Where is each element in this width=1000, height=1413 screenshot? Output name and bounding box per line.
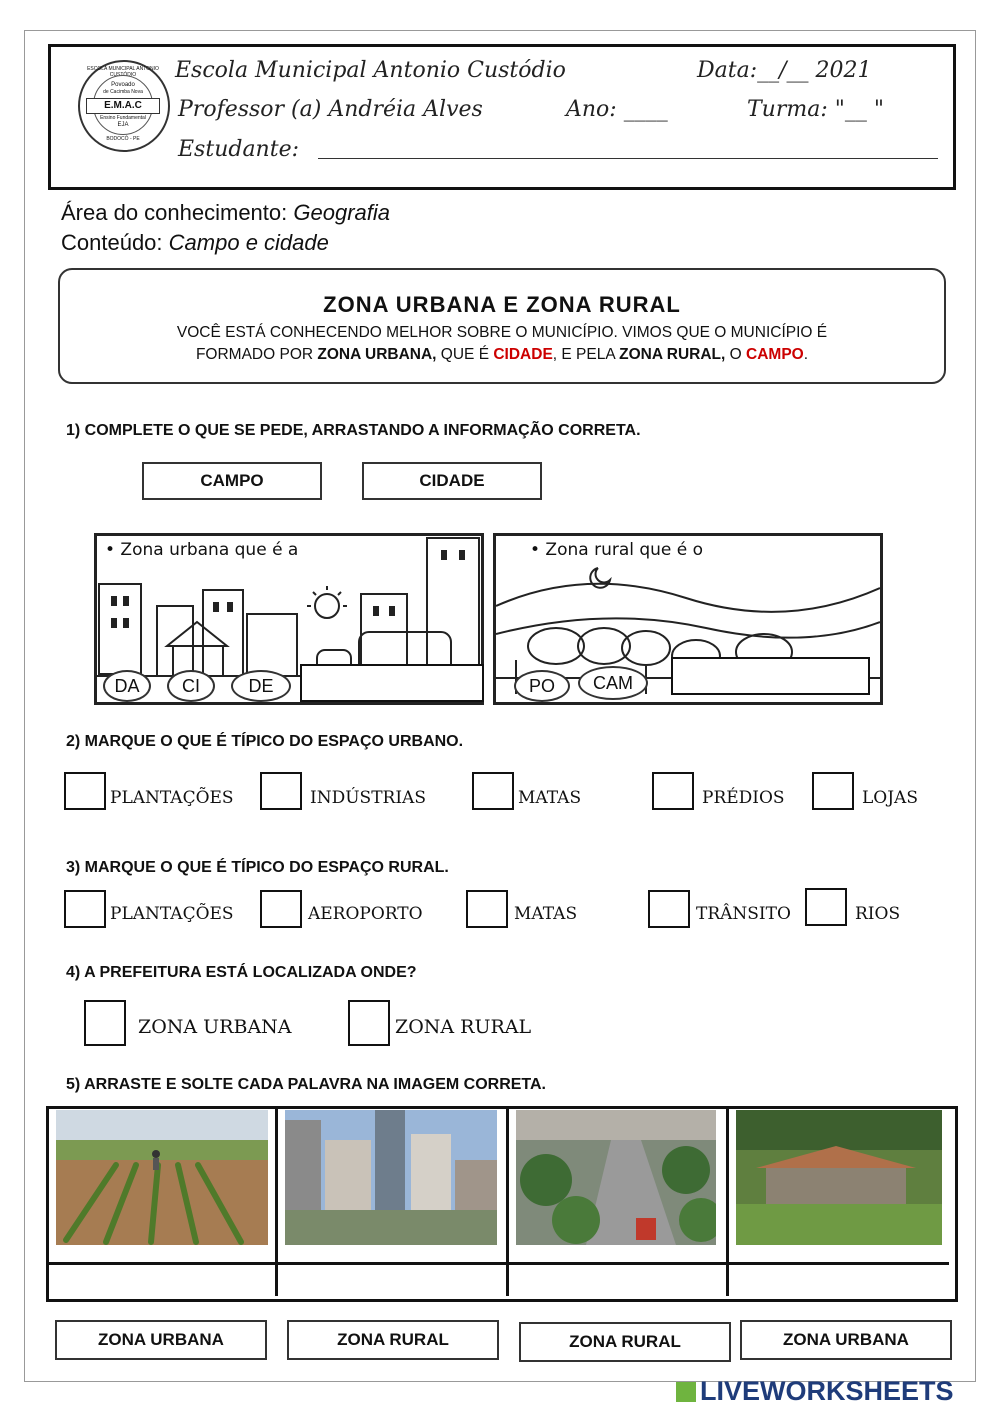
drag-chip-zona-urbana-1[interactable]: ZONA URBANA [55, 1320, 267, 1360]
option-zona-rural: ZONA RURAL [395, 1016, 532, 1038]
info-box [58, 268, 946, 384]
checkbox-rural-transito[interactable] [648, 890, 690, 928]
syllable-po: PO [514, 670, 570, 702]
content-line [61, 230, 329, 256]
photo-avenue [516, 1110, 716, 1245]
option-urban-predios: PRÉDIOS [702, 788, 785, 808]
checkbox-urban-industrias[interactable] [260, 772, 302, 810]
syllable-cam: CAM [578, 666, 648, 700]
info-line2: FORMADO POR ZONA URBANA, QUE É CIDADE, E PELA ZONA RURAL, O CAMPO. [195, 346, 809, 363]
drag-chip-cidade[interactable]: CIDADE [362, 462, 542, 500]
syllable-da: DA [103, 670, 151, 702]
checkbox-rural-rios[interactable] [805, 888, 847, 926]
option-rural-rios: RIOS [855, 904, 901, 924]
question-5: 5) ARRASTE E SOLTE CADA PALAVRA NA IMAGEM CORRETA. [66, 1076, 546, 1093]
seal-top-text: ESCOLA MUNICIPAL ANTONIO CUSTÓDIO [87, 66, 159, 78]
liveworksheets-brand: LIVEWORKSHEETS [700, 1376, 954, 1406]
checkbox-urban-lojas[interactable] [812, 772, 854, 810]
checkbox-rural-aeroporto[interactable] [260, 890, 302, 928]
seal-line2: de Cacimba Nova [103, 89, 143, 95]
student-name-line [318, 158, 938, 159]
school-name: Escola Municipal Antonio Custódio [175, 58, 566, 83]
drag-chip-zona-rural-2[interactable]: ZONA RURAL [519, 1322, 731, 1362]
answer-slot-rural[interactable] [671, 657, 870, 695]
checkbox-zona-urbana[interactable] [84, 1000, 126, 1046]
content-value: Campo e cidade [168, 230, 329, 255]
option-rural-matas: MATAS [514, 904, 578, 924]
question-4: 4) A PREFEITURA ESTÁ LOCALIZADA ONDE? [66, 964, 417, 981]
school-seal [78, 60, 170, 152]
photo-farmhouse [736, 1110, 942, 1245]
drop-zone-4[interactable] [732, 1266, 948, 1294]
photo-plantation [56, 1110, 268, 1245]
question-2: 2) MARQUE O QUE É TÍPICO DO ESPAÇO URBANO. [66, 733, 464, 750]
seal-bottom-text: BODOCÓ - PE [106, 136, 140, 142]
info-text [60, 322, 944, 366]
option-zona-urbana: ZONA URBANA [138, 1016, 292, 1038]
info-line1: VOCÊ ESTÁ CONHECENDO MELHOR SOBRE O MUNICÍPIO. VIMOS QUE O MUNICÍPIO É [176, 324, 828, 341]
checkbox-rural-matas[interactable] [466, 890, 508, 928]
content-label: Conteúdo: [61, 230, 163, 255]
drop-zone-2[interactable] [281, 1266, 503, 1294]
checkbox-urban-predios[interactable] [652, 772, 694, 810]
question-3: 3) MARQUE O QUE É TÍPICO DO ESPAÇO RURAL. [66, 859, 449, 876]
option-urban-matas: MATAS [518, 788, 582, 808]
option-urban-lojas: LOJAS [862, 788, 918, 808]
area-value: Geografia [293, 200, 391, 225]
drop-zone-3[interactable] [512, 1266, 723, 1294]
date-label: Data:__/__ 2021 [697, 58, 872, 83]
rural-caption: • Zona rural que é o [530, 540, 704, 560]
year-label: Ano: ____ [566, 97, 668, 122]
seal-line3: Ensino Fundamental [100, 115, 146, 121]
teacher-name: Professor (a) Andréia Alves [178, 97, 483, 122]
checkbox-urban-matas[interactable] [472, 772, 514, 810]
question-1: 1) COMPLETE O QUE SE PEDE, ARRASTANDO A INFORMAÇÃO CORRETA. [66, 422, 641, 439]
checkbox-urban-plantacoes[interactable] [64, 772, 106, 810]
info-title: ZONA URBANA E ZONA RURAL [323, 292, 681, 317]
area-line [61, 200, 390, 226]
syllable-ci: CI [167, 670, 215, 702]
seal-line1: Povoado [111, 82, 135, 88]
option-urban-industrias: INDÚSTRIAS [310, 788, 426, 808]
seal-line4: EJA [117, 122, 129, 128]
checkbox-rural-plantacoes[interactable] [64, 890, 106, 928]
photo-city-buildings [285, 1110, 497, 1245]
option-urban-plantacoes: PLANTAÇÕES [110, 788, 234, 808]
student-label: Estudante: [178, 137, 299, 162]
answer-slot-urban[interactable] [300, 664, 484, 702]
option-rural-plantacoes: PLANTAÇÕES [110, 904, 234, 924]
area-label: Área do conhecimento: [61, 200, 288, 225]
option-rural-aeroporto: AEROPORTO [308, 904, 423, 924]
liveworksheets-logo-icon [676, 1382, 696, 1402]
urban-caption: • Zona urbana que é a [105, 540, 299, 560]
option-rural-transito: TRÂNSITO [696, 904, 791, 924]
drag-chip-zona-urbana-2[interactable]: ZONA URBANA [740, 1320, 952, 1360]
checkbox-zona-rural[interactable] [348, 1000, 390, 1046]
syllable-de: DE [231, 670, 291, 702]
class-label: Turma: "__ " [747, 97, 884, 122]
drag-chip-zona-rural-1[interactable]: ZONA RURAL [287, 1320, 499, 1360]
drag-chip-campo[interactable]: CAMPO [142, 462, 322, 500]
seal-abbr: E.M.A.C [86, 98, 160, 114]
drop-zone-1[interactable] [52, 1266, 272, 1294]
